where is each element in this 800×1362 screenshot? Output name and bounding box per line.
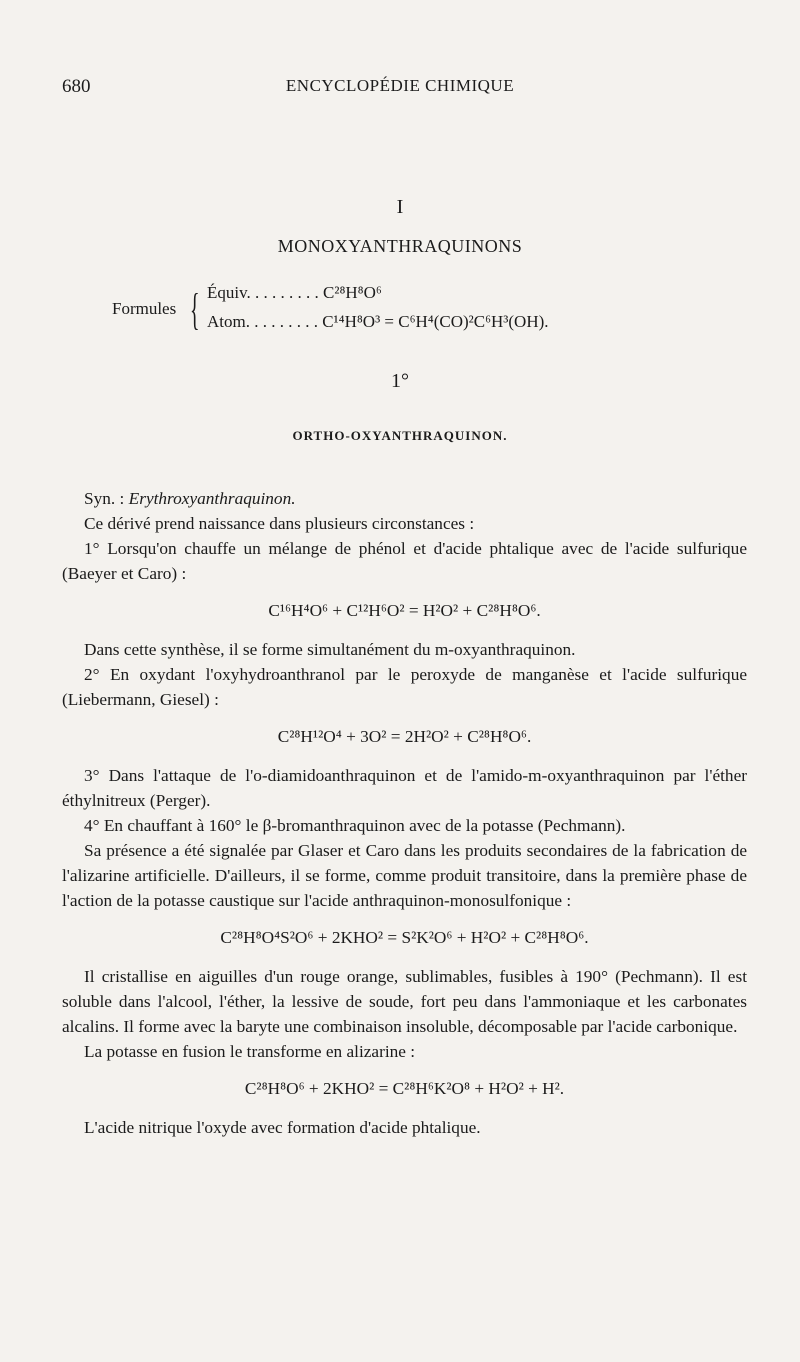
- subsection-number: 1°: [391, 370, 409, 392]
- page-number: 680: [62, 76, 91, 97]
- formula-atomic: Atom. . . . . . . . . C¹⁴H⁸O³ = C⁶H⁴(CO)²C⁶H³(OH).: [207, 312, 549, 331]
- running-title: ENCYCLOPÉDIE CHIMIQUE: [285, 76, 515, 95]
- subsection-title: ORTHO-OXYANTHRAQUINON.: [292, 428, 508, 443]
- paragraph-6: 4° En chauffant à 160° le β-bromanthraquinon avec de la potasse (Pechmann).: [84, 816, 626, 835]
- formulas-block: [112, 283, 772, 343]
- body-text: [62, 486, 747, 1140]
- paragraph-3: Dans cette synthèse, il se forme simultanément du m-oxyanthraquinon.: [84, 640, 576, 659]
- synonym-name: Erythroxyanthraquinon.: [128, 489, 296, 508]
- paragraph-4: 2° En oxydant l'oxyhydroanthranol par le peroxyde de manganèse et l'acide sulfurique (Liebermann, Giesel) :: [62, 665, 747, 709]
- paragraph-2: 1° Lorsqu'on chauffe un mélange de phénol et d'acide phtalique avec de l'acide sulfurique (Baeyer et Caro) :: [62, 539, 747, 583]
- equation-2: C²⁸H¹²O⁴ + 3O² = 2H²O² + C²⁸H⁸O⁶.: [277, 727, 532, 746]
- synonym-label: Syn. :: [84, 489, 129, 508]
- paragraph-10: L'acide nitrique l'oxyde avec formation d'acide phtalique.: [84, 1118, 481, 1137]
- equation-3: C²⁸H⁸O⁴S²O⁶ + 2KHO² = S²K²O⁶ + H²O² + C²⁸H⁸O⁶.: [220, 928, 589, 947]
- equation-1: C¹⁶H⁴O⁶ + C¹²H⁶O² = H²O² + C²⁸H⁸O⁶.: [268, 601, 541, 620]
- formula-equivalent: Équiv. . . . . . . . . C²⁸H⁸O⁶: [207, 283, 382, 302]
- paragraph-5: 3° Dans l'attaque de l'o-diamidoanthraquinon et de l'amido-m-oxyanthraquinon par l'éther éthylnitreux (Perger).: [62, 766, 747, 810]
- section-number: I: [396, 196, 404, 218]
- paragraph-9: La potasse en fusion le transforme en alizarine :: [84, 1042, 416, 1061]
- paragraph-8: Il cristallise en aiguilles d'un rouge orange, sublimables, fusibles à 190° (Pechmann). Il est soluble dans l'alcool, l'éther, la lessive de soude, fort peu dans l'ammoniaque et les carbonates alcalins. Il forme avec la baryte une combinaison insoluble, décomposable par l'acide carbonique.: [62, 967, 747, 1036]
- equation-4: C²⁸H⁸O⁶ + 2KHO² = C²⁸H⁶K²O⁸ + H²O² + H².: [244, 1079, 565, 1098]
- paragraph-1: Ce dérivé prend naissance dans plusieurs circonstances :: [84, 514, 475, 533]
- section-title: MONOXYANTHRAQUINONS: [277, 236, 523, 256]
- page-header: [62, 76, 738, 106]
- formulas-label: Formules: [112, 299, 177, 318]
- brace-icon: {: [190, 285, 200, 334]
- paragraph-7: Sa présence a été signalée par Glaser et Caro dans les produits secondaires de la fabrication de l'alizarine artificielle. D'ailleurs, il se forme, comme produit transitoire, dans la première phase de l'action de la potasse caustique sur l'acide anthraquinon-monosulfonique :: [62, 841, 747, 910]
- synonym-line: [62, 486, 747, 511]
